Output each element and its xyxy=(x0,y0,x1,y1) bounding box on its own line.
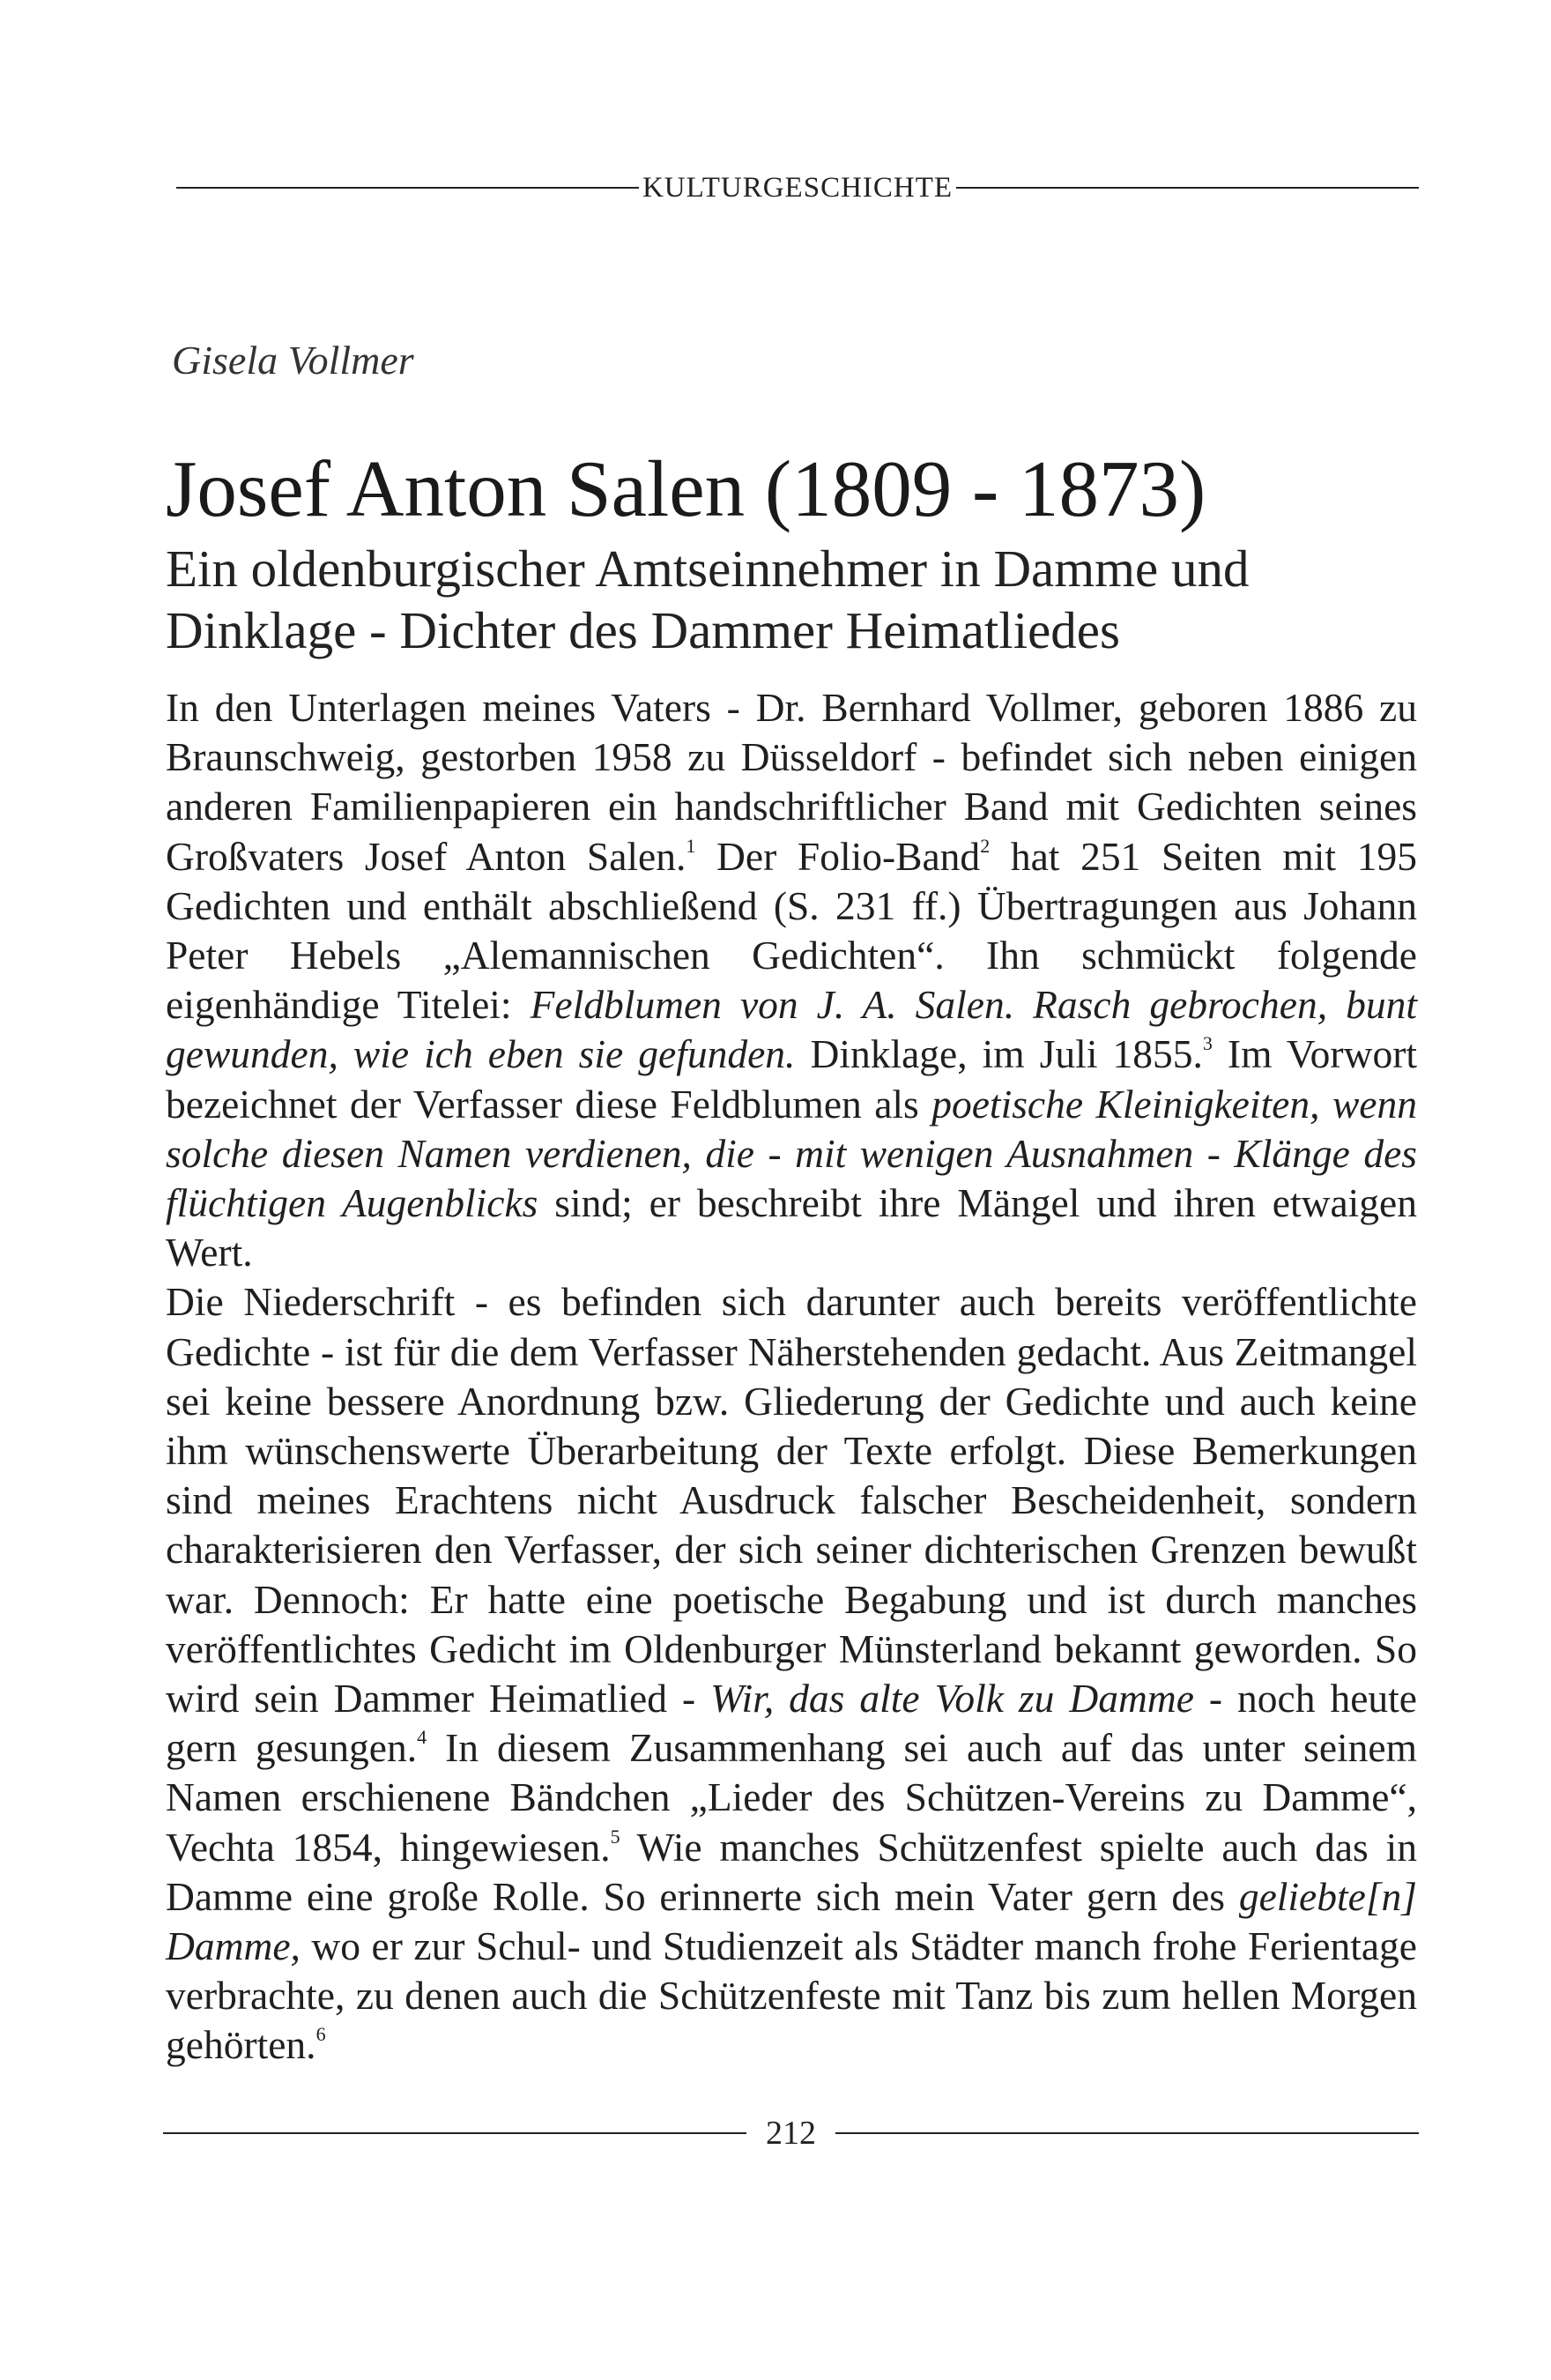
footer-rule-right xyxy=(835,2132,1419,2134)
footnote-ref-2: 2 xyxy=(980,834,991,857)
header-rule-left xyxy=(176,187,639,189)
article-title: Josef Anton Salen (1809 - 1873) xyxy=(166,444,1206,533)
text-span: sind; er beschreibt ihre Mängel und ihren etwaigen Wert. xyxy=(166,1180,1417,1276)
running-header xyxy=(176,171,1419,204)
italic-song-title: Wir, das alte Volk zu Damme xyxy=(710,1676,1194,1722)
text-span: hat 251 Seiten mit 195 Gedichten und enthält abschließend (S. 231 ff.) Übertragungen aus Johann Peter Hebels „Alemannischen Gedichten“. Ihn schmückt folgende eigenhändige Titelei: xyxy=(166,833,1417,1028)
page-number: 212 xyxy=(766,2115,816,2152)
header-rule-right xyxy=(956,187,1419,189)
footnote-ref-3: 3 xyxy=(1202,1032,1213,1055)
footnote-ref-4: 4 xyxy=(417,1726,427,1749)
text-span: wo er zur Schul- und Studienzeit als Städter manch frohe Ferientage verbrachte, zu denen auch die Schützenfeste mit Tanz bis zum hellen Morgen gehörten. xyxy=(166,1923,1417,2068)
italic-quote-preface: poetische Kleinigkeiten, wenn solche diesen Namen verdienen, die - mit wenigen Ausnahmen - Klänge des flüchtigen Augenblicks xyxy=(166,1081,1417,1226)
text-span: Dinklage, im Juli 1855. xyxy=(795,1031,1203,1077)
footer-rule-left xyxy=(163,2132,746,2134)
footnote-ref-1: 1 xyxy=(686,834,696,857)
article-subtitle xyxy=(166,538,1417,661)
paragraph-2 xyxy=(166,1277,1417,2070)
footnote-ref-6: 6 xyxy=(315,2023,326,2046)
text-span: Der Folio-Band xyxy=(695,833,981,879)
article-body xyxy=(166,683,1417,2071)
footnote-ref-5: 5 xyxy=(610,1825,620,1848)
text-span: Die Niederschrift - es befinden sich darunter auch bereits veröffentlichte Gedichte - ist für die dem Verfasser Näherstehenden gedacht. Aus Zeitmangel sei keine bessere Anordnung bzw. Gliederung der Gedichte und auch keine ihm wünschenswerte Überarbeitung der Texte erfolgt. Diese Bemerkungen sind meines Erachtens nicht Ausdruck falscher Bescheidenheit, sondern charakterisieren den Verfasser, der sich seiner dichterischen Grenzen bewußt war. Dennoch: Er hatte eine poetische Begabung und ist durch manches veröffentlichtes Gedicht im Oldenburger Münsterland bekannt geworden. So wird sein Dammer Heimatlied - xyxy=(166,1279,1417,1722)
text-span: Wie manches Schützenfest spielte auch das in Damme eine große Rolle. So erinnerte sich mein Vater gern des xyxy=(166,1824,1417,1919)
page-footer xyxy=(163,2116,1419,2151)
author-name: Gisela Vollmer xyxy=(172,338,414,383)
paragraph-1 xyxy=(166,683,1417,1277)
italic-quote-title-page: Feldblumen von J. A. Salen. Rasch gebrochen, bunt gewunden, wie ich eben sie gefunden. xyxy=(166,982,1417,1077)
section-title: KULTURGESCHICHTE xyxy=(642,171,954,204)
text-span: In den Unterlagen meines Vaters - Dr. Bernhard Vollmer, geboren 1886 zu Braunschweig, gestorben 1958 zu Düsseldorf - befindet sich neben einigen anderen Familienpapieren ein handschriftlicher Band mit Gedichten seines Großvaters Josef Anton Salen. xyxy=(166,685,1417,879)
text-span: In diesem Zusammenhang sei auch auf das unter seinem Namen erschienene Bändchen „Lieder des Schützen-Vereins zu Damme“, Vechta 1854, hingewiesen. xyxy=(166,1725,1417,1870)
text-span: - noch heute gern gesungen. xyxy=(166,1676,1417,1771)
text-span: Im Vorwort bezeichnet der Verfasser diese Feldblumen als xyxy=(166,1031,1417,1127)
subtitle-line-1: Ein oldenburgischer Amtseinnehmer in Damme und xyxy=(166,539,1250,598)
italic-quote-damme: geliebte[n] Damme, xyxy=(166,1873,1417,1969)
subtitle-line-2: Dinklage - Dichter des Dammer Heimatliedes xyxy=(166,601,1120,659)
